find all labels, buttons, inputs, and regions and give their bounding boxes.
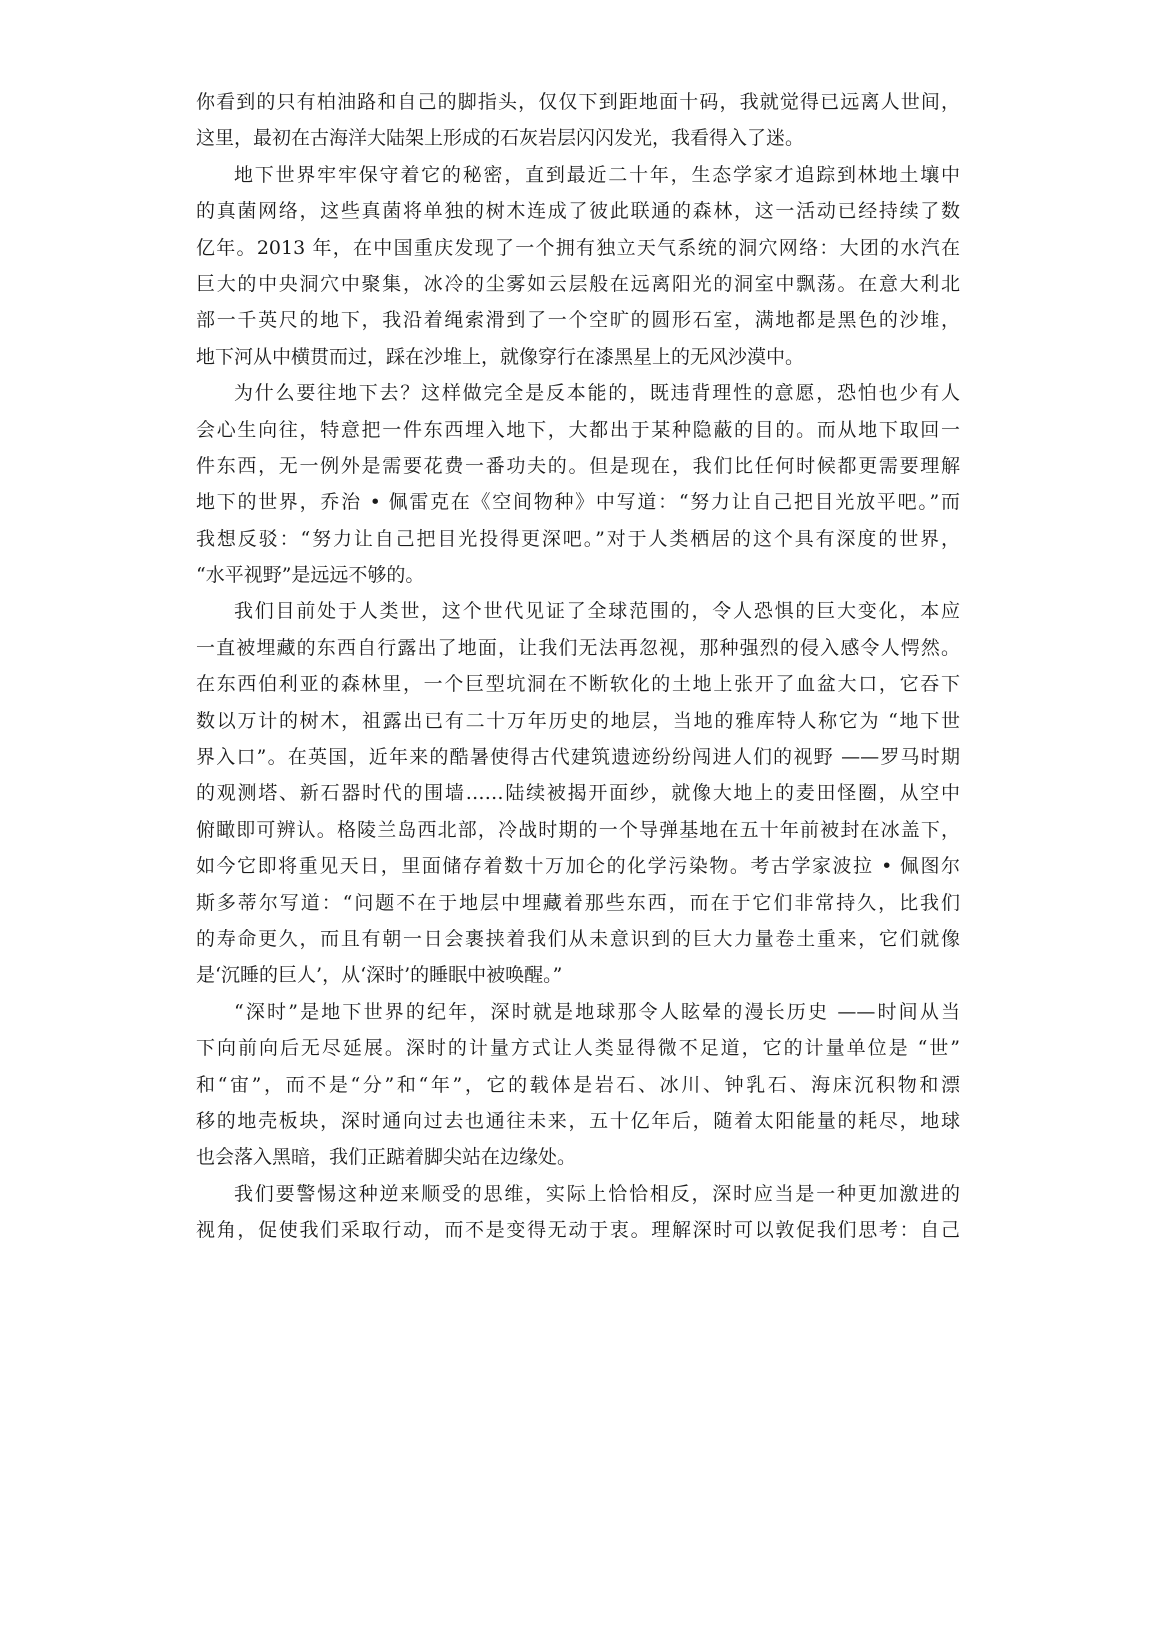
text-line: 视角，促使我们采取行动，而不是变得无动于衷。理解深时可以敦促我们思考：自己 <box>196 1219 960 1242</box>
text-line: 一直被埋藏的东西自行露出了地面，让我们无法再忽视，那种强烈的侵入感令人愕然。 <box>196 636 960 659</box>
paragraph <box>196 84 960 157</box>
paragraph <box>196 375 960 593</box>
text-line: 俯瞰即可辨认。格陵兰岛西北部，冷战时期的一个导弹基地在五十年前被封在冰盖下， <box>196 818 960 841</box>
article-body <box>196 84 960 1249</box>
text-line: 数以万计的树木，祖露出已有二十万年历史的地层，当地的雅库特人称它为 “地下世 <box>196 709 960 732</box>
text-line: 地下的世界，乔治 • 佩雷克在《空间物种》中写道：“努力让自己把目光放平吧。”而 <box>196 491 960 514</box>
text-line: 亿年。2013 年，在中国重庆发现了一个拥有独立天气系统的洞穴网络：大团的水汽在 <box>196 236 960 259</box>
paragraph <box>196 157 960 375</box>
text-line: 你看到的只有柏油路和自己的脚指头，仅仅下到距地面十码，我就觉得已远离人世间， <box>196 91 960 113</box>
text-line: 和“宙”，而不是“分”和“年”，它的载体是岩石、冰川、钟乳石、海床沉积物和漂 <box>196 1073 960 1096</box>
paragraph <box>196 593 960 993</box>
text-line: “深时”是地下世界的纪年，深时就是地球那令人眩晕的漫长历史 ——时间从当 <box>234 1000 960 1023</box>
paragraph <box>196 994 960 1176</box>
text-line: 也会落入黑暗，我们正踮着脚尖站在边缘处。 <box>196 1146 577 1169</box>
text-line: 我们要警惕这种逆来顺受的思维，实际上恰恰相反，深时应当是一种更加激进的 <box>234 1182 960 1205</box>
text-line: 的真菌网络，这些真菌将单独的树木连成了彼此联通的森林，这一活动已经持续了数 <box>196 200 960 223</box>
text-line: 我们目前处于人类世，这个世代见证了全球范围的，令人恐惧的巨大变化，本应 <box>234 600 960 623</box>
text-line: 如今它即将重见天日，里面储存着数十万加仑的化学污染物。考古学家波拉 • 佩图尔 <box>196 855 960 878</box>
text-line: “水平视野”是远远不够的。 <box>196 564 425 587</box>
text-line: 地下世界牢牢保守着它的秘密，直到最近二十年，生态学家才追踪到林地土壤中 <box>234 163 960 186</box>
text-line: 巨大的中央洞穴中聚集，冰冷的尘雾如云层般在远离阳光的洞室中飘荡。在意大利北 <box>196 272 960 295</box>
text-line: 的观测塔、新石器时代的围墙……陆续被揭开面纱，就像大地上的麦田怪圈，从空中 <box>196 782 960 805</box>
text-line: 斯多蒂尔写道：“问题不在于地层中埋藏着那些东西，而在于它们非常持久，比我们 <box>196 891 960 914</box>
text-line: 地下河从中横贯而过，踩在沙堆上，就像穿行在漆黑星上的无风沙漠中。 <box>196 345 805 368</box>
paragraph <box>196 1176 960 1249</box>
text-line: 件东西，无一例外是需要花费一番功夫的。但是现在，我们比任何时候都更需要理解 <box>196 454 960 477</box>
text-line: 是‘沉睡的巨人’，从‘深时’的睡眠中被唤醒。” <box>196 964 563 987</box>
text-line: 的寿命更久，而且有朝一日会裹挟着我们从未意识到的巨大力量卷土重来，它们就像 <box>196 927 960 950</box>
text-line: 会心生向往，特意把一件东西埋入地下，大都出于某种隐蔽的目的。而从地下取回一 <box>196 418 960 441</box>
text-line: 部一千英尺的地下，我沿着绳索滑到了一个空旷的圆形石室，满地都是黑色的沙堆， <box>196 309 960 332</box>
text-line: 下向前向后无尽延展。深时的计量方式让人类显得微不足道，它的计量单位是 “世” <box>196 1037 960 1060</box>
text-line: 我想反驳：“努力让自己把目光投得更深吧。”对于人类栖居的这个具有深度的世界， <box>196 527 960 550</box>
text-line: 这里，最初在古海洋大陆架上形成的石灰岩层闪闪发光，我看得入了迷。 <box>196 127 805 150</box>
text-line: 界入口”。在英国，近年来的酷暑使得古代建筑遗迹纷纷闯进人们的视野 ——罗马时期 <box>196 746 960 769</box>
text-line: 移的地壳板块，深时通向过去也通往未来，五十亿年后，随着太阳能量的耗尽，地球 <box>196 1109 960 1132</box>
text-line: 在东西伯利亚的森林里，一个巨型坑洞在不断软化的土地上张开了血盆大口，它吞下 <box>196 673 960 696</box>
text-line: 为什么要往地下去？这样做完全是反本能的，既违背理性的意愿，恐怕也少有人 <box>234 382 960 405</box>
